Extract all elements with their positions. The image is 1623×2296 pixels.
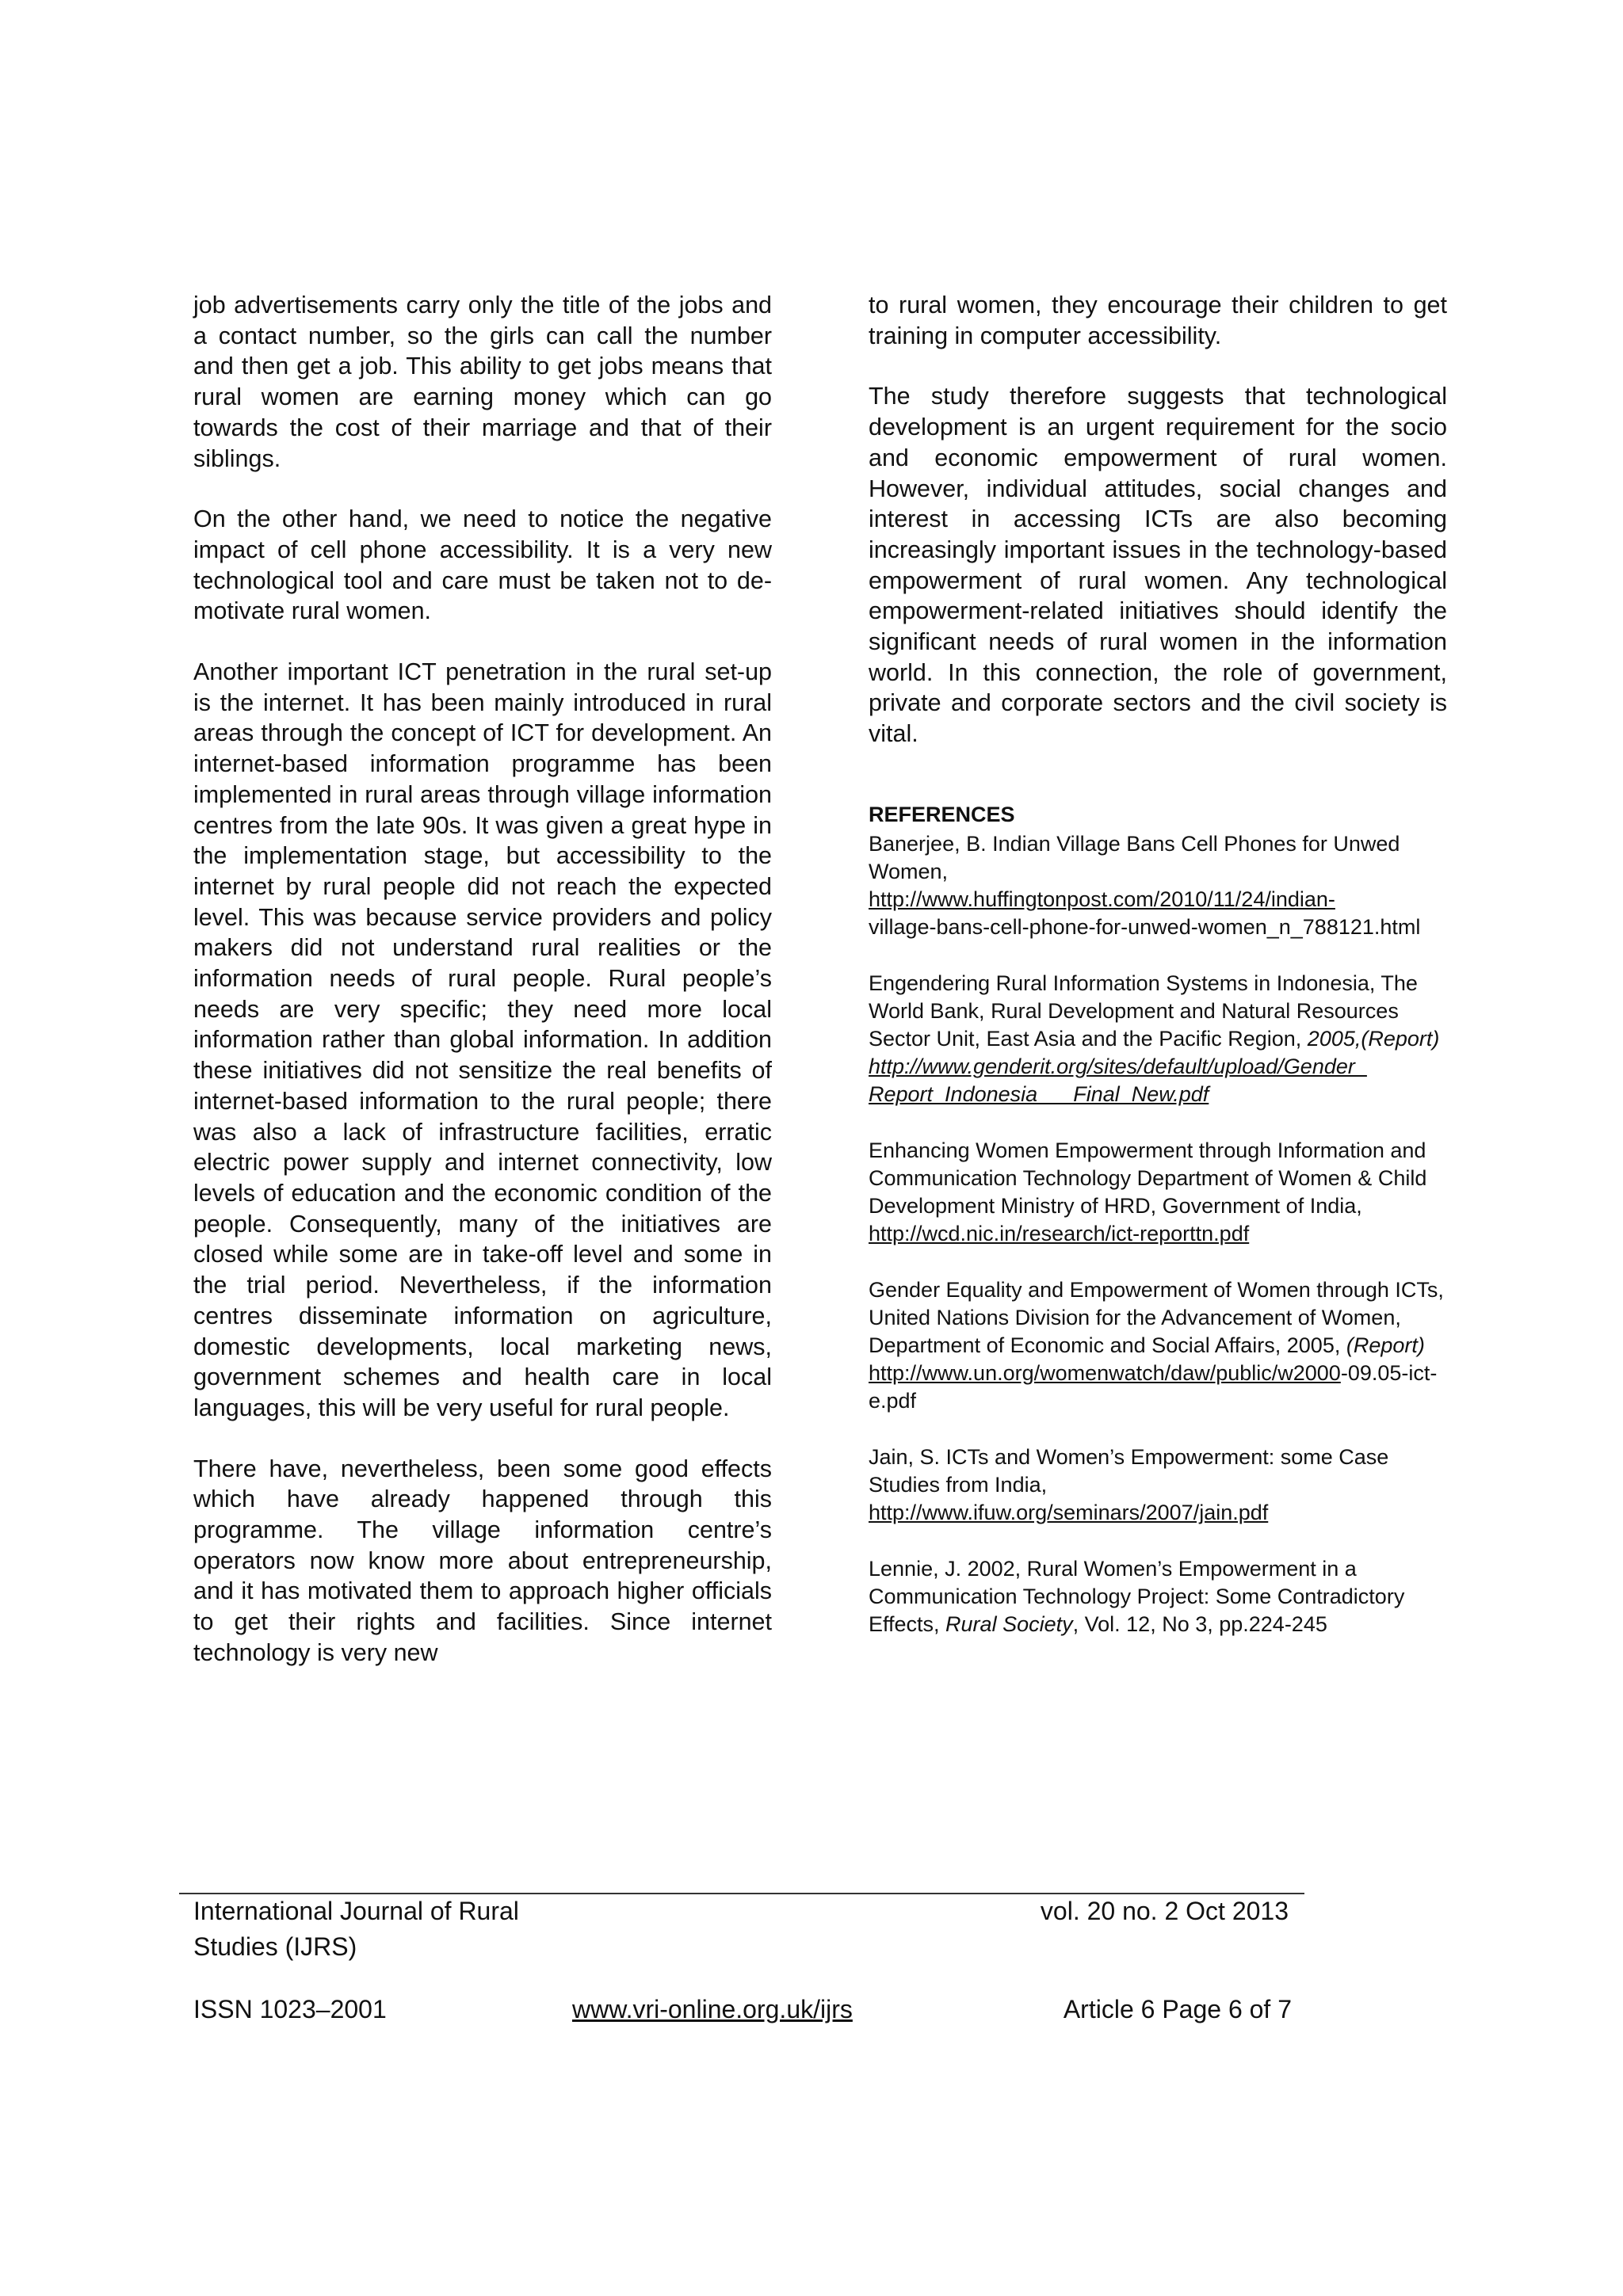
footer-website-link[interactable]: www.vri-online.org.uk/ijrs (572, 1995, 853, 2023)
footer-issn: ISSN 1023–2001 (193, 1995, 387, 2023)
reference-link[interactable]: http://www.ifuw.org/seminars/2007/jain.pdf (869, 1500, 1269, 1524)
footer-page-number: Article 6 Page 6 of 7 (1063, 1995, 1292, 2023)
body-paragraph: to rural women, they encourage their children to get training in computer accessibility. (869, 292, 1447, 349)
right-column (869, 290, 1447, 1667)
reference-entry (869, 1555, 1447, 1638)
footer-journal-name: International Journal of Rural Studies (IJRS) (193, 1897, 519, 1961)
body-paragraph: The study therefore suggests that technological development is an urgent requirement for the socio and economic empowerment of rural women. However, individual attitudes, social changes and interest in accessing ICTs are also becoming increasingly important issues in the technology-based empowerment of rural women. Any technological empowerment-related initiatives should identify the significant needs of rural women in the information world. In this connection, the role of government, private and corporate sectors and the civil society is vital. (869, 383, 1447, 748)
body-paragraph: job advertisements carry only the title of the jobs and a contact number, so the girls can call the number and then get a job. This ability to get jobs means that rural women are earning money which can go towards the cost of their marriage and that of their siblings. (193, 292, 772, 472)
left-column (193, 290, 772, 1699)
body-paragraph: On the other hand, we need to notice the negative impact of cell phone accessibility. It is a very new technological tool and care must be taken not to de-motivate rural women. (193, 505, 772, 625)
reference-entry (869, 1276, 1447, 1415)
reference-text: Banerjee, B. Indian Village Bans Cell Phones for Unwed Women, (869, 831, 1400, 883)
reference-entry (869, 1137, 1447, 1248)
reference-entry (869, 1444, 1447, 1527)
reference-text: Engendering Rural Information Systems in Indonesia, The World Bank, Rural Development and Natural Resources Sector Unit, East Asia and the Pacific Region, (869, 971, 1418, 1051)
body-paragraph: Another important ICT penetration in the rural set-up is the internet. It has been mainly introduced in rural areas through the concept of ICT for development. An internet-based information programme has been implemented in rural areas through village information centres from the late 90s. It was given a great hype in the implementation stage, but accessibility to the internet by rural people did not reach the expected level. This was because service providers and policy makers did not understand rural realities or the information needs of rural people. Rural people’s needs are very specific; they need more local information rather than global information. In addition these initiatives did not sensitize the real benefits of internet-based information to the rural people; there was also a lack of infrastructure facilities, erratic electric power supply and internet connectivity, low levels of education and the economic condition of the people. Consequently, many of the initiatives are closed while some are in take-off level and some in the trial period. Nevertheless, if the information centres disseminate information on agriculture, domestic developments, local marketing news, government schemes and health care in local languages, this will be very useful for rural people. (193, 658, 772, 1421)
reference-report-label: (Report) (1346, 1333, 1425, 1357)
body-paragraph: There have, nevertheless, been some good effects which have already happened through this programme. The village information centre’s operators now know more about entrepreneurship, and it has motivated them to approach higher officials to get their rights and facilities. Since internet technology is very new (193, 1455, 772, 1666)
reference-link-continuation: -09.05-ict-e.pdf (869, 1360, 1438, 1413)
reference-report-label: 2005,(Report) (1307, 1026, 1440, 1051)
reference-entry (869, 830, 1447, 941)
references-heading: REFERENCES (869, 802, 1015, 826)
reference-link-continuation: village-bans-cell-phone-for-unwed-women_n_788121.html (869, 914, 1421, 939)
footer-volume: vol. 20 no. 2 Oct 2013 (1040, 1897, 1289, 1925)
reference-link[interactable]: http://www.un.org/womenwatch/daw/public/w2000 (869, 1360, 1341, 1385)
reference-text: Gender Equality and Empowerment of Women through ICTs, United Nations Division for the Advancement of Women, Department of Economic and Social Affairs, 2005, (869, 1277, 1444, 1357)
reference-link[interactable]: http://www.huffingtonpost.com/2010/11/24/indian- (869, 887, 1335, 911)
reference-link-continuation[interactable]: Report_Indonesia___Final_New.pdf (869, 1081, 1209, 1106)
reference-link[interactable]: http://wcd.nic.in/research/ict-reporttn.pdf (869, 1221, 1250, 1245)
reference-text: Lennie, J. 2002, Rural Women’s Empowerment in a Communication Technology Project: Some Contradictory Effects, (869, 1556, 1405, 1636)
reference-text-after: , Vol. 12, No 3, pp.224-245 (1072, 1611, 1327, 1636)
reference-journal-title: Rural Society (945, 1611, 1073, 1636)
reference-text: Jain, S. ICTs and Women’s Empowerment: some Case Studies from India, (869, 1444, 1389, 1497)
reference-entry (869, 970, 1447, 1108)
reference-link[interactable]: http://www.genderit.org/sites/default/upload/Gender_ (869, 1054, 1367, 1078)
reference-text: Enhancing Women Empowerment through Information and Communication Technology Department of Women & Child Development Ministry of HRD, Government of India, (869, 1138, 1427, 1218)
